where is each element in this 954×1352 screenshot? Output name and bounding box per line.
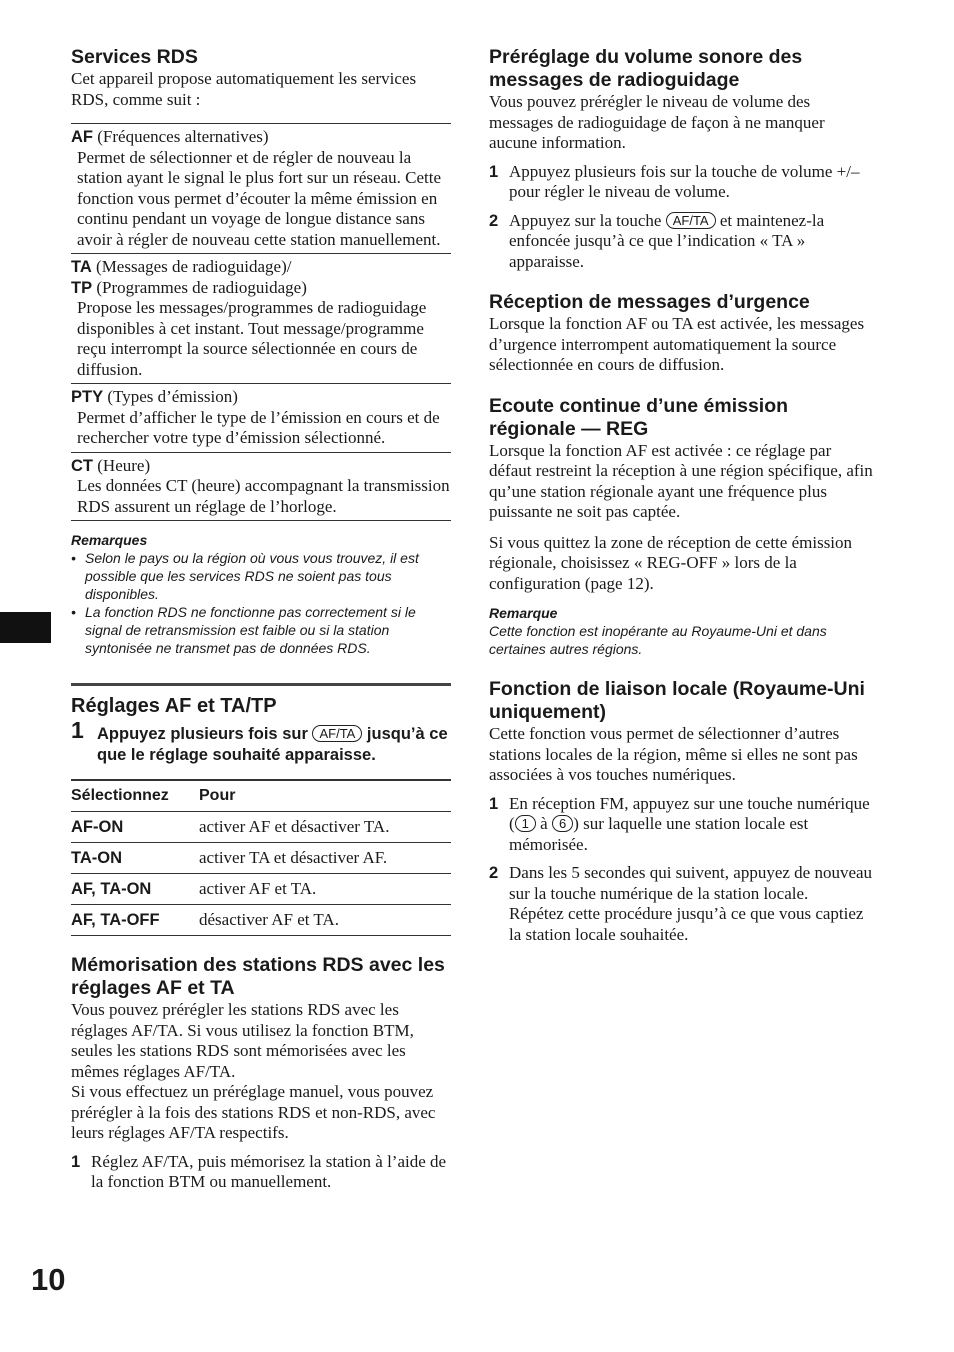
def-term: TP xyxy=(71,278,93,297)
step-number: 2 xyxy=(489,211,499,230)
notes-title: Remarques xyxy=(71,532,148,548)
def-term-note: (Heure) xyxy=(93,455,151,475)
prereg-title: Préréglage du volume sonore des messages de radioguidage xyxy=(489,46,803,91)
def-term: TA xyxy=(71,258,92,276)
memo-p1: Vous pouvez prérégler les stations RDS avec les réglages AF/TA. Si vous utilisez la fonction BTM, seules les stations RDS sont mémorisées avec les mêmes réglages AF/TA. xyxy=(71,1000,414,1081)
def-term: AF xyxy=(71,128,93,146)
memo-title: Mémorisation des stations RDS avec les réglages AF et TA xyxy=(71,954,445,999)
afta-title: Réglages AF et TA/TP xyxy=(71,695,277,717)
def-desc: Permet de sélectionner et de régler de nouveau la station ayant le signal le plus fort sur un réseau. Cette fonction vous permet d’écouter la même émission en continu pendant un voyage de longue distance sans avoir à régler de nouveau cette station manuellement. xyxy=(77,147,441,249)
prereg-step-1: 1 Appuyez plusieurs fois sur la touche de volume +/– pour régler le niveau de volume. xyxy=(489,161,860,201)
def-term: CT xyxy=(71,456,93,475)
af-ta-key-icon: AF/TA xyxy=(666,212,716,229)
step-number: 1 xyxy=(489,162,499,181)
def-desc: Les données CT (heure) accompagnant la transmission RDS assurent un réglage de l’horloge. xyxy=(77,476,450,516)
def-term-note: (Messages de radioguidage)/ xyxy=(91,257,292,276)
rds-definitions xyxy=(71,123,451,521)
def-af xyxy=(71,124,451,254)
def-term-note: (Types d’émission) xyxy=(103,387,238,406)
def-ta-tp xyxy=(71,254,451,384)
reg-p2: Si vous quittez la zone de réception de cette émission régionale, choisissez « REG-OFF » lors de la configuration (page 12). xyxy=(489,532,853,593)
def-desc: Permet d’afficher le type de l’émission en cours et de rechercher votre type d’émission sélectionné. xyxy=(77,407,440,447)
reg-note: Cette fonction est inopérante au Royaume-Uni et dans certaines autres régions. xyxy=(489,623,827,657)
key-1-icon: 1 xyxy=(515,815,536,832)
def-term-note: (Programmes de radioguidage) xyxy=(92,277,307,297)
af-ta-key-icon: AF/TA xyxy=(312,725,362,742)
section-divider xyxy=(71,683,451,686)
note-title: Remarque xyxy=(489,605,558,621)
prereg-intro: Vous pouvez prérégler le niveau de volume des messages de radioguidage de façon à ne manquer aucune information. xyxy=(489,92,825,152)
memo-p2: Si vous effectuez un préréglage manuel, vous pouvez prérégler à la fois des stations RDS et non-RDS, avec leurs réglages AF/TA respectifs. xyxy=(71,1082,436,1142)
reg-title: Ecoute continue d’une émission régionale — REG xyxy=(489,394,789,440)
key-6-icon: 6 xyxy=(552,815,573,832)
liaison-step-2: 2 Dans les 5 secondes qui suivent, appuyez de nouveau sur la touche numérique de la station locale. Répétez cette procédure jusqu’à ce que vous captiez la station locale souhaitée. xyxy=(489,863,873,944)
def-term: PTY xyxy=(71,388,104,406)
left-column xyxy=(71,46,451,1193)
note-item: • Selon le pays ou la région où vous vous trouvez, il est possible que les services RDS ne soient pas tous disponibles. xyxy=(71,550,419,602)
urgence-title: Réception de messages d’urgence xyxy=(489,291,810,313)
table-row: AF-ON activer AF et désactiver TA. xyxy=(71,812,451,843)
def-desc: Propose les messages/programmes de radioguidage disponibles à cet instant. Tout message/programme reçu interrompt la source sélectionnée en cours de diffusion. xyxy=(77,298,427,379)
table-header: Pour xyxy=(199,780,451,812)
services-rds-title: Services RDS xyxy=(71,46,198,68)
def-ct xyxy=(71,453,451,522)
table-row: AF, TA-ON activer AF et TA. xyxy=(71,874,451,905)
step-number: 1 xyxy=(71,1152,81,1171)
bullet-icon: • xyxy=(71,604,76,620)
liaison-step-1: 1 En réception FM, appuyez sur une touche numérique ( 1 à 6 ) sur laquelle une station locale est mémorisée. xyxy=(489,793,870,854)
bullet-icon: • xyxy=(71,550,76,566)
liaison-title: Fonction de liaison locale (Royaume-Uni uniquement) xyxy=(489,678,865,723)
note-item: • La fonction RDS ne fonctionne pas correctement si le signal de retransmission est faible ou si la station syntonisée ne transmet pas de données RDS. xyxy=(71,604,416,656)
prereg-step-2: 2 Appuyez sur la touche AF/TA et maintenez-la enfoncée jusqu’à ce que l’indication « TA » apparaisse. xyxy=(489,210,825,271)
table-row: AF, TA-OFF désactiver AF et TA. xyxy=(71,905,451,936)
table-header: Sélectionnez xyxy=(71,780,199,812)
step-number: 1 xyxy=(71,717,84,743)
liaison-intro: Cette fonction vous permet de sélectionner d’autres stations locales de la région, même si elles ne sont pas associées à vos touches numériques. xyxy=(489,724,858,784)
urgence-text: Lorsque la fonction AF ou TA est activée, les messages d’urgence interrompent automatiquement la source sélectionnée en cours de diffusion. xyxy=(489,314,865,374)
afta-settings-table xyxy=(71,779,451,936)
memo-step-1: 1 Réglez AF/TA, puis mémorisez la station à l’aide de la fonction BTM ou manuellement. xyxy=(71,1151,447,1191)
table-row: TA-ON activer TA et désactiver AF. xyxy=(71,843,451,874)
page-side-tab xyxy=(0,612,51,643)
step-number: 2 xyxy=(489,864,499,882)
def-pty xyxy=(71,384,451,453)
services-rds-intro: Cet appareil propose automatiquement les services RDS, comme suit : xyxy=(71,69,417,109)
page-number: 10 xyxy=(31,1262,66,1297)
reg-p1: Lorsque la fonction AF est activée : ce réglage par défaut restreint la réception à une région spécifique, afin qu’une station régionale ayant une fréquence plus puissante ne soit pas captée. xyxy=(489,440,873,521)
right-column xyxy=(489,46,874,945)
afta-step-1: 1 Appuyez plusieurs fois sur AF/TA jusqu’à ce que le réglage souhaité apparaisse. xyxy=(71,717,448,764)
def-term-note: (Fréquences alternatives) xyxy=(93,127,269,146)
step-number: 1 xyxy=(489,794,499,813)
